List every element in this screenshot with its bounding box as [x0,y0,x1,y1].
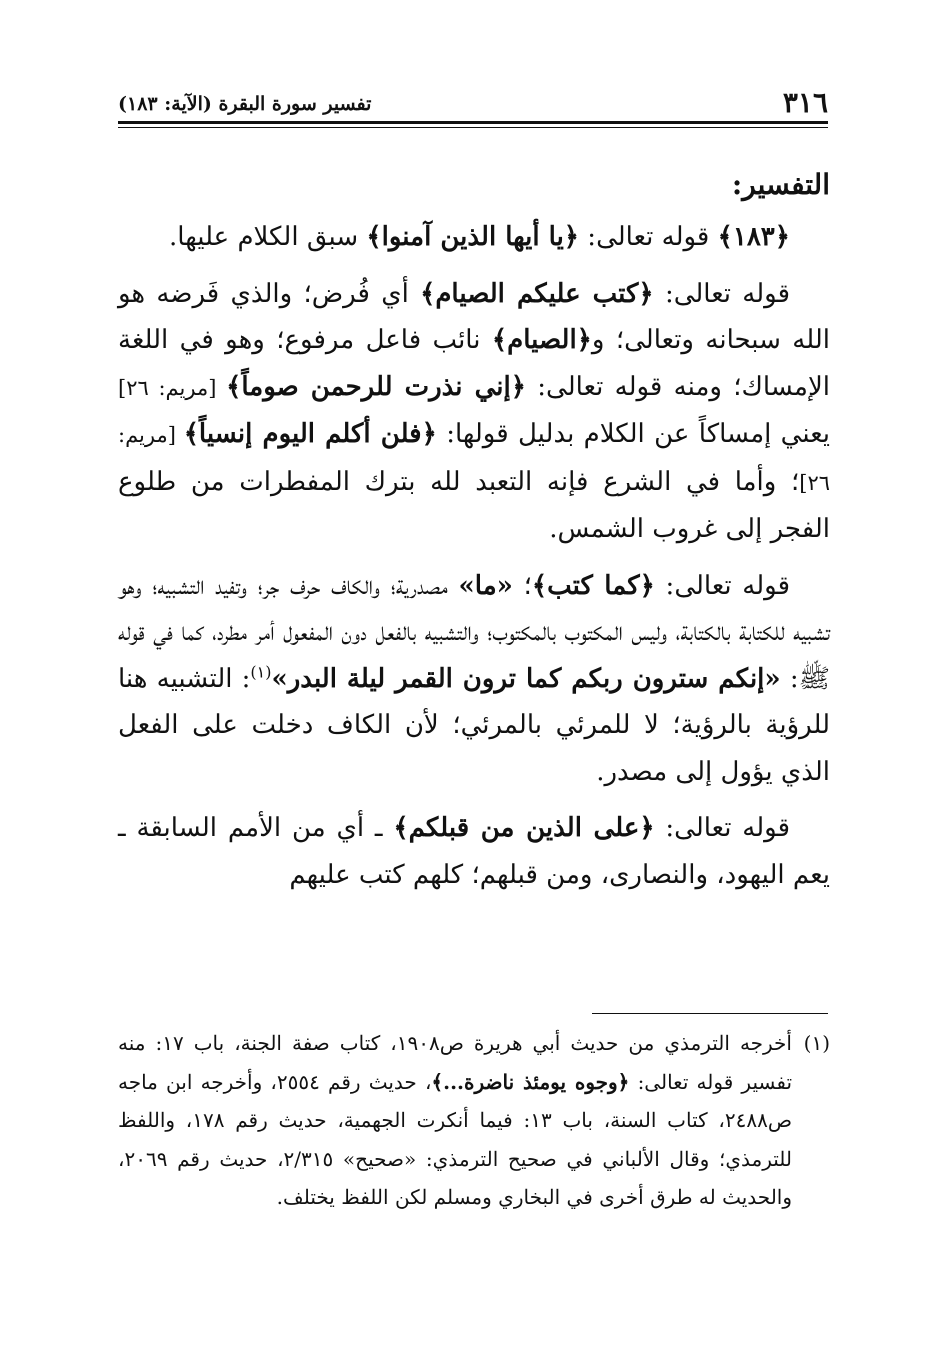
footnote-marker: (١) [250,661,272,681]
paragraph-text: قوله تعالى: [654,813,790,843]
quoted-word: «ما» [458,570,513,601]
footnote-text: ، حديث رقم ٢٥٥٤، وأخرجه ابن ماجه ص٢٤٨٨، كتاب السنة، باب ١٣: فيما أنكرت الجهمية، حديث رقم ١٧٨، واللفظ للترمذي؛ وقال الألباني في صحيح الترمذي: «صحيح» ٢/٣١٥، حديث رقم ٢٠٦٩، والحديث له طرق أخرى في البخاري ومسلم لكن اللفظ يختلف. [118,1069,792,1209]
quran-quote: ﴿إني نذرت للرحمن صوماً﴾ [226,371,526,402]
paragraph-text: ؛ [512,570,532,601]
running-header-title: تفسير سورة البقرة (الآية: ١٨٣) [118,93,372,115]
paragraph-previous-nations [118,805,830,898]
footnotes [118,1024,830,1217]
paragraph-text: ـ أي من الأمم السابقة ـ يعم اليهود، والنصارى، ومن قبلهم؛ كلهم كتب عليهم [118,813,830,890]
footnote-separator [592,1013,828,1014]
quran-quote: ﴿يا أيها الذين آمنوا﴾ [366,222,580,252]
quran-quote: ﴿وجوه يومئذ ناضرة...﴾ [431,1069,630,1094]
surah-reference: [مريم: ٢٦] [118,375,227,400]
running-header [118,86,828,120]
paragraph-text: نائب فاعل مرفوع؛ وهو في اللغة الإمساك؛ ومنه قوله تعالى: [118,325,831,402]
paragraph-text: : التشبيه هنا للرؤية بالرؤية؛ لا للمرئي بالمرئي؛ لأن الكاف دخلت على الفعل الذي يؤول إلى مصدر. [118,663,830,787]
hadith-quote: «إنكم سترون ربكم كما ترون القمر ليلة البدر» [271,663,781,694]
quran-quote: ﴿كما كتب﴾ [531,570,655,601]
quran-quote: ﴿على الذين من قبلكم﴾ [393,813,655,843]
paragraph-comparison [118,563,830,796]
header-rule-thin [118,127,828,128]
quran-quote: ﴿الصيام﴾ [491,325,592,355]
paragraph-text: سبق الكلام عليها. [169,222,367,252]
section-heading: التفسير: [731,168,830,201]
surah-reference: [مريم: ٢٦] [118,423,830,495]
paragraph-text: قوله تعالى: [579,222,718,252]
header-rule-thick [118,121,828,124]
paragraph-text: قوله تعالى: [653,278,790,309]
footnote-text: أخرجه الترمذي من حديث أبي هريرة ص١٩٠٨، كتاب صفة الجنة، باب ١٧: منه تفسير قوله تعالى: [118,1031,793,1094]
paragraph-fasting-definition [118,271,830,553]
verse-number: ﴿١٨٣﴾ [717,222,790,252]
paragraph-text: ؛ وأما في الشرع فإنه التعبد لله بترك المفطرات من طلوع الفجر إلى غروب الشمس. [118,466,830,544]
paragraph-text: مصدرية؛ والكاف حرف جر؛ وتفيد التشبيه؛ وهو تشبيه للكتابة بالكتابة، وليس المكتوب بالمكتوب؛ والتشبيه بالفعل دون المفعول أمر مطرد، كما في قوله ﷺ: [118,570,830,694]
paragraph-text: قوله تعالى: [654,570,791,601]
footnote-number: (١) [803,1031,830,1055]
quran-quote: ﴿كتب عليكم الصيام﴾ [420,278,654,309]
page-number: ٣١٦ [782,86,828,119]
paragraph-text: يعني إمساكاً عن الكلام بدليل قولها: [436,419,830,449]
paragraph-verse-183 [118,214,830,261]
main-text [118,162,830,908]
footnote [118,1024,830,1217]
quran-quote: ﴿فلن أكلم اليوم إنسياً﴾ [183,419,437,449]
paragraph-text: أي فُرض؛ والذي فَرضه هو الله سبحانه وتعالى؛ و [118,278,831,355]
